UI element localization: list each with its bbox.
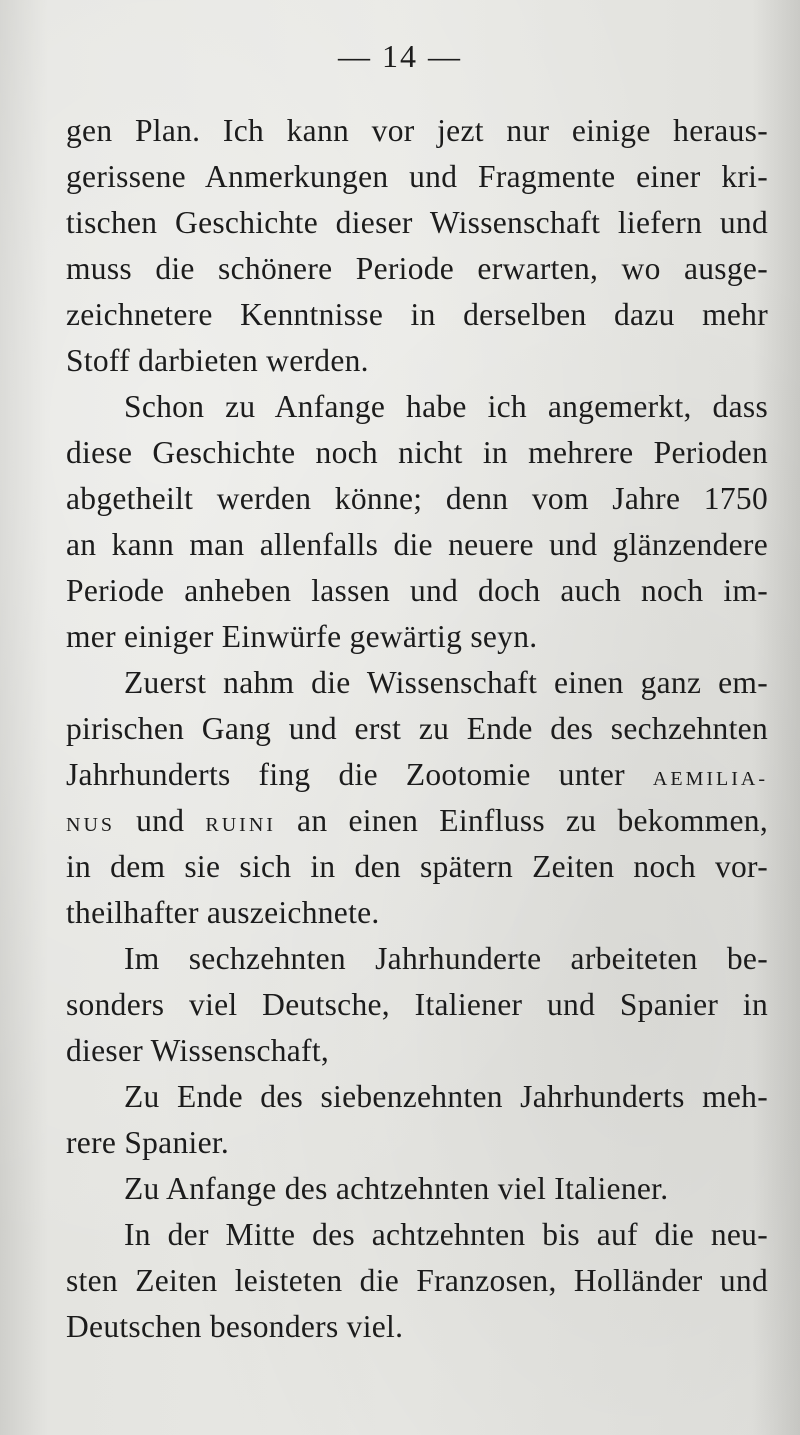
text-line: pirischen Gang und erst zu Ende des sechzehnten	[66, 711, 768, 746]
text-line: gen Plan. Ich kann vor jezt nur einige heraus-	[66, 113, 768, 148]
text-line-with-name	[66, 798, 768, 844]
text-line: Zuerst nahm die Wissenschaft einen ganz em-	[124, 665, 768, 700]
text-line: Deutschen besonders viel.	[66, 1309, 404, 1344]
text-line: Zu Ende des siebenzehnten Jahrhunderts meh-	[124, 1079, 768, 1114]
text-segment: und	[136, 803, 185, 838]
text-line: abgetheilt werden könne; denn vom Jahre 1750	[66, 481, 768, 516]
text-line: In der Mitte des achtzehnten bis auf die neu-	[124, 1217, 768, 1252]
text-line: tischen Geschichte dieser Wissenschaft liefern und	[66, 205, 768, 240]
text-line: dieser Wissenschaft,	[66, 1033, 330, 1068]
text-line: mer einiger Einwürfe gewärtig seyn.	[66, 619, 538, 654]
text-line: gerissene Anmerkungen und Fragmente einer kri-	[66, 159, 768, 194]
name-small-caps: AEMILIA-	[652, 768, 768, 790]
text-line: Periode anheben lassen und doch auch noch im-	[66, 573, 768, 608]
body-text	[66, 108, 768, 1350]
text-line: muss die schönere Periode erwarten, wo ausge-	[66, 251, 768, 286]
text-line: Schon zu Anfange habe ich angemerkt, dass	[124, 389, 768, 424]
text-line: diese Geschichte noch nicht in mehrere Perioden	[66, 435, 768, 470]
text-segment: an einen Einfluss zu bekommen,	[297, 803, 768, 838]
text-line: sonders viel Deutsche, Italiener und Spanier in	[66, 987, 768, 1022]
text-line: Im sechzehnten Jahrhunderte arbeiteten be-	[124, 941, 768, 976]
text-line: Zu Anfange des achtzehnten viel Italiener.	[124, 1171, 669, 1206]
text-line: zeichnetere Kenntnisse in derselben dazu mehr	[66, 297, 768, 332]
text-line: Stoff darbieten werden.	[66, 343, 369, 378]
text-line: sten Zeiten leisteten die Franzosen, Holländer und	[66, 1263, 768, 1298]
text-line: theilhafter auszeichnete.	[66, 895, 380, 930]
text-segment: Jahrhunderts fing die Zootomie unter	[66, 757, 625, 792]
name-small-caps: NUS	[66, 814, 116, 836]
text-line: in dem sie sich in den spätern Zeiten noch vor-	[66, 849, 768, 884]
text-line: an kann man allenfalls die neuere und glänzendere	[66, 527, 768, 562]
name-small-caps: RUINI	[205, 814, 276, 836]
page-number: — 14 —	[338, 38, 462, 74]
text-line: rere Spanier.	[66, 1125, 230, 1160]
text-line-with-name	[66, 752, 768, 798]
